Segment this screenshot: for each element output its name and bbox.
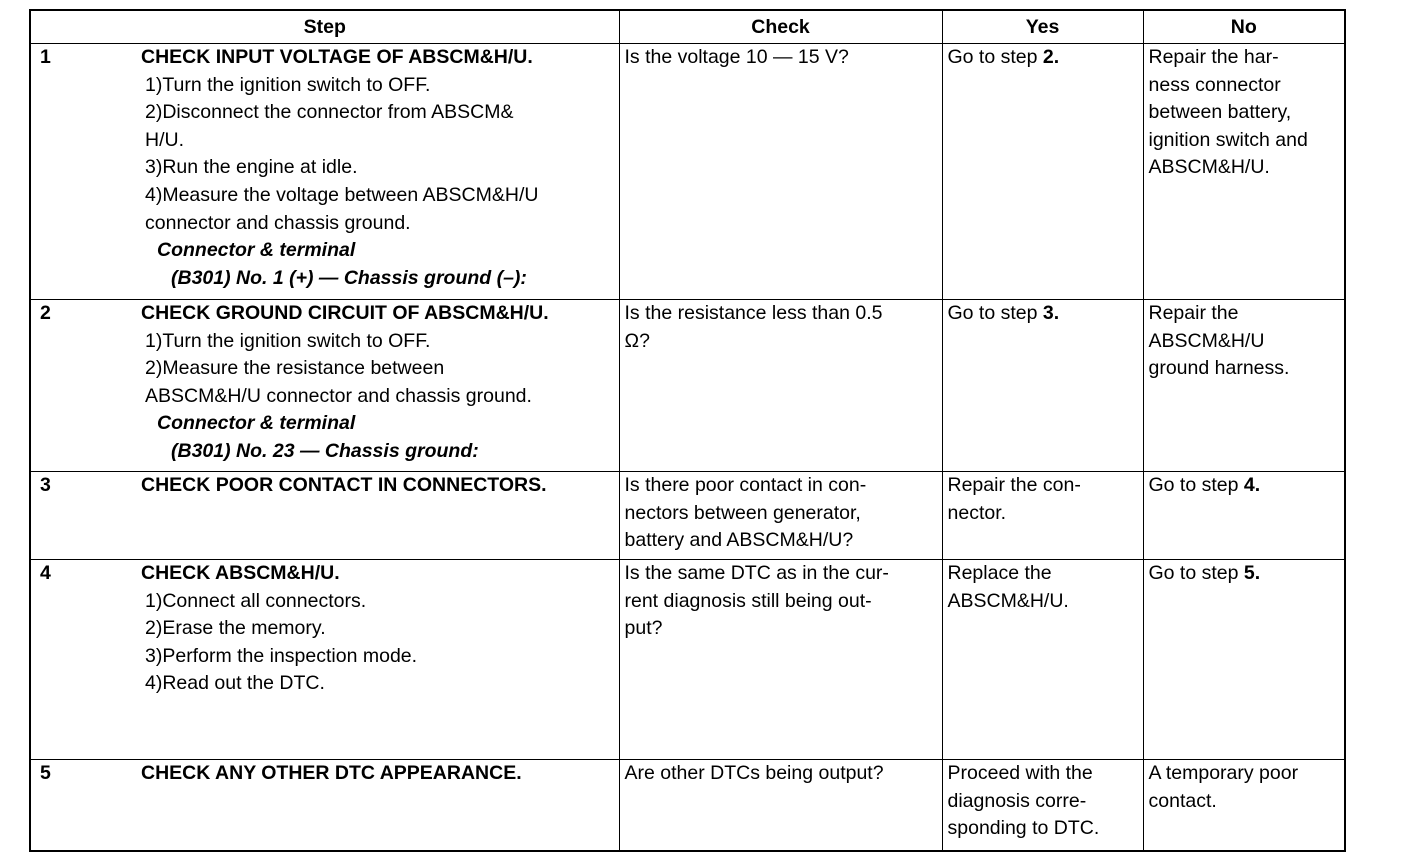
step-line: connector and chassis ground.: [145, 211, 411, 234]
step-number: 3: [40, 474, 51, 496]
connector-terminal: (B301) No. 23 — Chassis ground:: [171, 439, 479, 462]
diagnostic-table: [29, 9, 1346, 852]
yes-text: Replace the ABSCM&H/U.: [947, 562, 1069, 612]
check-text: Is the resistance less than 0.5 Ω?: [624, 302, 883, 352]
step-title: CHECK ABSCM&H/U.: [141, 562, 340, 584]
yes-text: Repair the con- nector.: [947, 474, 1081, 524]
check-cell: [619, 44, 942, 300]
step-cell: [30, 300, 619, 472]
no-cell: [1143, 300, 1345, 472]
step-number: 1: [40, 46, 51, 68]
step-number: 4: [40, 562, 51, 584]
yes-cell: [942, 560, 1143, 760]
yes-text: Go to step: [947, 302, 1043, 324]
no-step-number: 4.: [1243, 474, 1261, 496]
no-text: A temporary poor contact.: [1148, 762, 1299, 812]
step-line: 1)Turn the ignition switch to OFF.: [145, 329, 431, 352]
table-row: [30, 44, 1345, 300]
header-step: Step: [30, 10, 619, 44]
step-title: CHECK ANY OTHER DTC APPEARANCE.: [141, 762, 522, 784]
check-text: Are other DTCs being output?: [624, 762, 884, 784]
step-line: H/U.: [145, 128, 184, 151]
check-cell: [619, 560, 942, 760]
yes-step-number: 3.: [1042, 302, 1060, 324]
yes-cell: [942, 472, 1143, 560]
yes-cell: [942, 300, 1143, 472]
no-text: Repair the har- ness connector between battery, ignition switch and ABSCM&H/U.: [1148, 46, 1308, 179]
step-number: 2: [40, 302, 51, 324]
step-line: 2)Measure the resistance between: [145, 357, 445, 380]
no-cell: [1143, 44, 1345, 300]
step-line: 4)Measure the voltage between ABSCM&H/U: [145, 183, 539, 206]
step-title: CHECK GROUND CIRCUIT OF ABSCM&H/U.: [141, 302, 549, 324]
yes-step-number: 2.: [1042, 46, 1060, 68]
table-row: [30, 760, 1345, 852]
step-cell: [30, 760, 619, 852]
step-line: 2)Erase the memory.: [145, 617, 326, 640]
no-cell: [1143, 760, 1345, 852]
step-title: CHECK INPUT VOLTAGE OF ABSCM&H/U.: [141, 46, 533, 68]
table-row: [30, 300, 1345, 472]
step-title: CHECK POOR CONTACT IN CONNECTORS.: [141, 474, 547, 496]
step-number: 5: [40, 762, 51, 784]
check-text: Is the same DTC as in the cur- rent diagnosis still being out- put?: [624, 562, 889, 640]
connector-label: Connector & terminal: [157, 412, 356, 435]
header-check: Check: [619, 10, 942, 44]
step-cell: [30, 560, 619, 760]
check-cell: [619, 472, 942, 560]
table-row: [30, 472, 1345, 560]
step-cell: [30, 472, 619, 560]
header-no: No: [1143, 10, 1345, 44]
connector-label: Connector & terminal: [157, 239, 356, 262]
step-line: 1)Connect all connectors.: [145, 589, 367, 612]
no-text: Go to step: [1148, 562, 1244, 584]
check-cell: [619, 760, 942, 852]
yes-cell: [942, 44, 1143, 300]
connector-terminal: (B301) No. 1 (+) — Chassis ground (–):: [171, 266, 527, 289]
yes-text: Go to step: [947, 46, 1043, 68]
step-line: 4)Read out the DTC.: [145, 672, 325, 695]
step-line: 2)Disconnect the connector from ABSCM&: [145, 101, 514, 124]
step-line: 1)Turn the ignition switch to OFF.: [145, 73, 431, 96]
no-text: Go to step: [1148, 474, 1244, 496]
step-cell: [30, 44, 619, 300]
check-text: Is the voltage 10 — 15 V?: [624, 46, 849, 68]
step-line: ABSCM&H/U connector and chassis ground.: [145, 384, 532, 407]
yes-cell: [942, 760, 1143, 852]
header-yes: Yes: [942, 10, 1143, 44]
yes-text: Proceed with the diagnosis corre- sponding to DTC.: [947, 762, 1100, 840]
step-line: 3)Run the engine at idle.: [145, 156, 358, 179]
header-row: [30, 10, 1345, 44]
check-cell: [619, 300, 942, 472]
table-row: [30, 560, 1345, 760]
step-line: 3)Perform the inspection mode.: [145, 644, 418, 667]
no-step-number: 5.: [1243, 562, 1261, 584]
no-cell: [1143, 560, 1345, 760]
check-text: Is there poor contact in con- nectors between generator, battery and ABSCM&H/U?: [624, 474, 867, 552]
no-cell: [1143, 472, 1345, 560]
no-text: Repair the ABSCM&H/U ground harness.: [1148, 302, 1290, 380]
